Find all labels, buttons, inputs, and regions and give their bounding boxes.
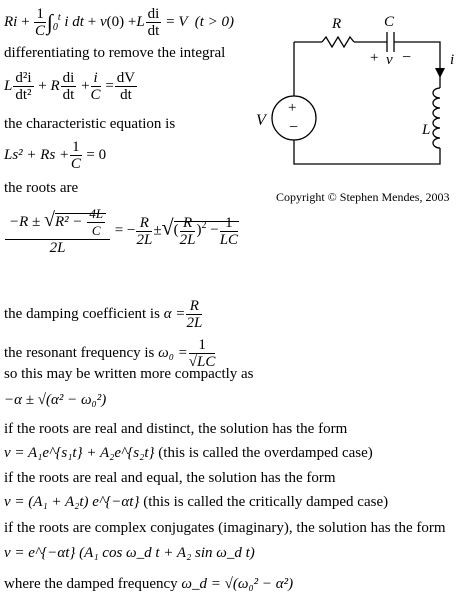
wire-top-right bbox=[394, 42, 440, 88]
eq1-i: i bbox=[13, 13, 18, 30]
eq2-frac-i-c: $\frac{i}{C}$ bbox=[90, 70, 101, 103]
text-differentiating: differentiating to remove the integral bbox=[4, 45, 226, 61]
eq6-frac: $\frac{1}{√LC}$ bbox=[188, 337, 216, 370]
eq1-r: R bbox=[4, 13, 14, 30]
text-real-equal: if the roots are real and equal, the solution has the form bbox=[4, 470, 336, 486]
equation-9: v = (A₁ + A₂t) e^{−αt} (this is called the critically damped case) bbox=[4, 494, 389, 510]
wire-right-bottom bbox=[294, 140, 440, 164]
equation-1: Ri + $\frac{1}{C}$ $\int_0^t$ i dt + v(0) +L $\frac{di}{dt}$ = V (t > 0) bbox=[4, 6, 234, 39]
eq1-integrand: i dt bbox=[64, 13, 84, 30]
equation-3: Ls² + Rs + $\frac{1}{C}$ = 0 bbox=[4, 139, 107, 172]
text-complex: if the roots are complex conjugates (imaginary), the solution has the form bbox=[4, 520, 446, 536]
eq1-plus: + bbox=[21, 13, 30, 30]
text-roots: the roots are bbox=[4, 180, 79, 196]
text-damping: the damping coefficient is α = $\frac{R}{2L}$ bbox=[4, 298, 203, 331]
label-cap-plus: + bbox=[370, 50, 379, 66]
integral-sign: ∫ bbox=[46, 9, 53, 35]
inductor-coil bbox=[433, 88, 440, 148]
eq2-frac-di: $\frac{di}{dt}$ bbox=[62, 70, 75, 103]
equation-2: L $\frac{\text{d²i}}{\text{dt²}}$ + R $\frac{di}{dt}$ + $\frac{i}{C}$ = $\frac{dV}{dt}$ bbox=[4, 70, 136, 103]
text-characteristic: the characteristic equation is bbox=[4, 116, 176, 132]
resistor-zigzag bbox=[322, 37, 354, 47]
label-l: L bbox=[422, 122, 431, 138]
equation-8: v = A₁e^{s₁t} + A₂e^{s₂t} (this is called the overdamped case) bbox=[4, 445, 373, 461]
eq3-frac: $\frac{1}{C}$ bbox=[70, 139, 81, 172]
text-real-distinct: if the roots are real and distinct, the solution has the form bbox=[4, 421, 348, 437]
label-v: V bbox=[256, 112, 266, 129]
eq2-frac-dv: $\frac{dV}{dt}$ bbox=[116, 70, 136, 103]
text-resonant: the resonant frequency is ω₀ = $\frac{1}{√LC}$ bbox=[4, 337, 216, 370]
eq1-frac-di-dt: $\frac{di}{dt}$ bbox=[147, 6, 160, 39]
eq1-frac-1-over-c: $\frac{1}{C}$ bbox=[35, 6, 46, 39]
copyright-text: Copyright © Stephen Mendes, 2003 bbox=[276, 190, 450, 204]
rlc-circuit-diagram bbox=[244, 12, 464, 172]
label-cap-v: v bbox=[386, 52, 393, 68]
label-src-plus: + bbox=[288, 100, 297, 116]
label-c: C bbox=[384, 14, 395, 30]
label-cap-minus: − bbox=[402, 49, 412, 66]
equation-10: v = e^{−αt} (A₁ cos ω_d t + A₂ sin ω_d t) bbox=[4, 545, 255, 561]
eq5-frac: $\frac{R}{2L}$ bbox=[186, 298, 203, 331]
eq4-main-frac: −R ± √R² − $\frac{4L}{C}$ 2L bbox=[5, 206, 110, 256]
text-compact: so this may be written more compactly as bbox=[4, 366, 254, 382]
eq2-frac-d2i: $\frac{\text{d²i}}{\text{dt²}}$ bbox=[15, 70, 32, 103]
eq4-frac-r-2l: $\frac{R}{2L}$ bbox=[136, 214, 153, 248]
eq4-radical: ( $\frac{R}{2L}$ )$^2$ − $\frac{1}{LC}$ bbox=[173, 214, 239, 248]
label-r: R bbox=[332, 16, 342, 32]
equation-7: −α ± √(α² − ω₀²) bbox=[4, 392, 107, 408]
label-i: i bbox=[450, 52, 455, 68]
label-src-minus: − bbox=[289, 119, 299, 136]
current-arrow-icon bbox=[435, 68, 445, 78]
equation-4: −R ± √R² − $\frac{4L}{C}$ 2L = − $\frac{R}{2L}$ ±√( $\frac{R}{2L}$ )$^2$ − $\frac{1}{LC}$ bbox=[4, 206, 239, 256]
text-damped-frequency: where the damped frequency ω_d = √(ω₀² − α²) bbox=[4, 576, 294, 592]
